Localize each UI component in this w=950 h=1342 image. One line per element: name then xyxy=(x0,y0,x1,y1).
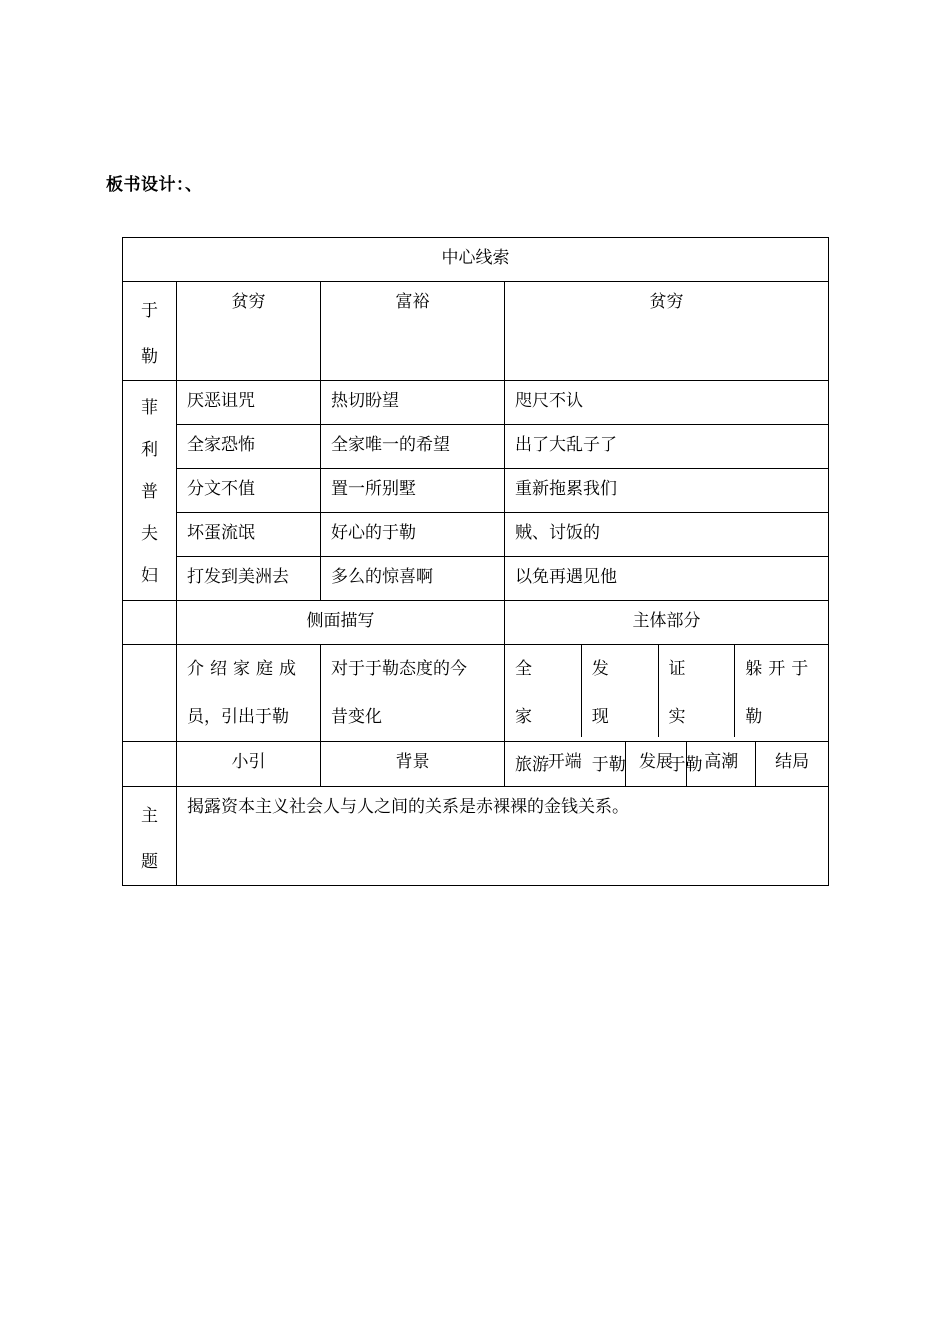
label-char: 利 xyxy=(141,440,158,460)
climax-label: 高潮 xyxy=(687,742,756,786)
background-line-2: 昔变化 xyxy=(331,707,382,727)
detail-row xyxy=(123,645,829,742)
label-char: 普 xyxy=(141,482,158,502)
attitude-cell: 以免再遇见他 xyxy=(515,567,617,587)
attitude-cell: 好心的于勒 xyxy=(331,523,416,543)
table-row xyxy=(123,381,829,425)
center-clue-label: 中心线索 xyxy=(441,248,510,268)
background-detail-cell xyxy=(321,645,504,741)
section-header-row xyxy=(123,601,829,645)
attitude-cell: 全家唯一的希望 xyxy=(331,435,450,455)
table-row xyxy=(123,425,829,469)
attitude-cell: 厌恶诅咒 xyxy=(187,391,255,411)
table-row xyxy=(123,469,829,513)
yule-row xyxy=(123,282,829,381)
stage-line-2: 于勒 xyxy=(591,755,626,775)
intro-line-2: 员，引出于勒 xyxy=(187,707,289,727)
label-char: 于 xyxy=(141,301,158,321)
attitude-cell: 出了大乱子了 xyxy=(515,435,617,455)
table-row xyxy=(123,513,829,557)
main-part-label: 主体部分 xyxy=(632,611,701,631)
theme-label xyxy=(123,787,176,885)
yule-stage-rich: 富裕 xyxy=(395,292,430,312)
ending-label: 结局 xyxy=(775,752,810,772)
intro-detail-cell xyxy=(177,645,320,741)
intro-line-1: 介绍家庭成 xyxy=(187,659,302,679)
structure-stages xyxy=(505,742,828,786)
attitude-cell: 坏蛋流氓 xyxy=(187,523,255,543)
stage-cell xyxy=(735,645,828,737)
table-row xyxy=(123,557,829,601)
stage-line-2: 旅游 xyxy=(515,755,549,775)
stage-line-1: 躲开于 xyxy=(745,659,815,679)
page-heading: 板书设计：、 xyxy=(106,175,203,195)
attitude-cell: 置一所别墅 xyxy=(331,479,416,499)
stage-line-2: 于勒 xyxy=(668,755,703,775)
stage-line-1: 发 现 xyxy=(591,659,615,727)
attitude-cell: 分文不值 xyxy=(187,479,255,499)
start-label: 开端 xyxy=(505,742,626,786)
attitude-cell: 全家恐怖 xyxy=(187,435,255,455)
attitude-cell: 咫尺不认 xyxy=(515,391,583,411)
label-char: 菲 xyxy=(141,398,158,418)
label-char: 题 xyxy=(141,852,158,872)
theme-row xyxy=(123,787,829,886)
label-char: 妇 xyxy=(141,566,158,586)
label-char: 夫 xyxy=(141,524,158,544)
blackboard-design-table xyxy=(122,237,829,886)
yule-stage-poor-2: 贫穷 xyxy=(649,292,684,312)
attitude-cell: 重新拖累我们 xyxy=(515,479,617,499)
stage-line-1: 全 家 xyxy=(515,659,538,727)
develop-label: 发展 xyxy=(626,742,688,786)
theme-text: 揭露资本主义社会人与人之间的关系是赤裸裸的金钱关系。 xyxy=(187,797,629,817)
stage-line-1: 证 实 xyxy=(668,659,692,727)
label-char: 勒 xyxy=(141,347,158,367)
attitude-cell: 热切盼望 xyxy=(331,391,399,411)
attitude-cell: 多么的惊喜啊 xyxy=(331,567,433,587)
philippe-couple-label xyxy=(123,381,176,597)
background-line-1: 对于于勒态度的今 xyxy=(331,659,467,679)
background-label: 背景 xyxy=(395,752,430,772)
attitude-cell: 贼、讨饭的 xyxy=(515,523,600,543)
intro-label: 小引 xyxy=(231,752,266,772)
stage-line-2: 勒 xyxy=(745,707,763,727)
center-clue-row xyxy=(123,238,829,282)
attitude-cell: 打发到美洲去 xyxy=(187,567,289,587)
yule-label xyxy=(123,282,176,380)
structure-row xyxy=(123,742,829,787)
side-description-label: 侧面描写 xyxy=(306,611,375,631)
label-char: 主 xyxy=(141,806,158,826)
yule-stage-poor-1: 贫穷 xyxy=(231,292,266,312)
